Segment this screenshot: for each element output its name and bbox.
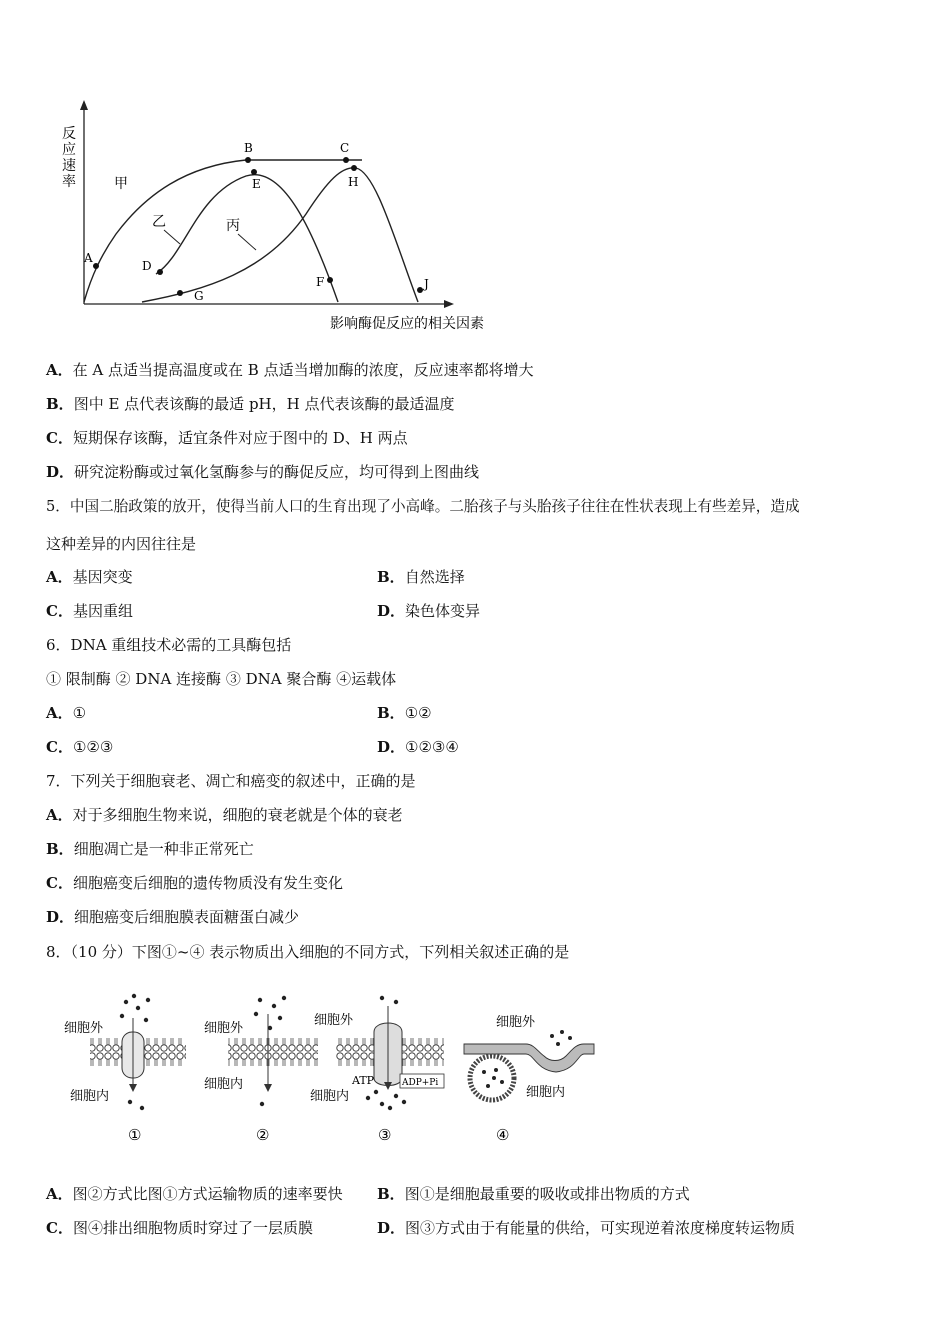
option-text: 细胞凋亡是一种非正常死亡 (73, 840, 254, 858)
option-text: 染色体变异 (405, 602, 481, 620)
arrow-head-1 (129, 1084, 137, 1092)
option-text: ①② (404, 704, 432, 722)
curve-label-yi-leader (164, 230, 180, 244)
q4-option-c (46, 428, 408, 448)
number-2: ② (256, 1126, 270, 1144)
x-axis-arrow (444, 300, 454, 308)
curve-yi (156, 175, 338, 302)
q4-option-b (46, 394, 454, 414)
membrane-transport-figure (56, 992, 596, 1152)
option-key: B． (377, 1185, 405, 1203)
option-text: 研究淀粉酶或过氧化氢酶参与的酶促反应，均可得到上图曲线 (74, 463, 480, 481)
number-1: ① (128, 1126, 142, 1144)
option-text: 图①是细胞最重要的吸收或排出物质的方式 (404, 1185, 690, 1203)
q6-option-d (377, 737, 459, 757)
option-text: 短期保存该酶，适宜条件对应于图中的 D、H 两点 (72, 429, 408, 447)
y-axis-label-4: 率 (62, 174, 76, 190)
option-key: B． (46, 840, 74, 858)
outside-label-2: 细胞外 (204, 1021, 244, 1036)
q7-stem: 7．下列关于细胞衰老、凋亡和癌变的叙述中，正确的是 (46, 772, 416, 790)
label-f: F (316, 275, 325, 289)
option-text: 基因重组 (72, 602, 133, 620)
q4-option-a (46, 360, 534, 380)
inside-label-3: 细胞内 (310, 1089, 350, 1104)
option-key: D． (46, 463, 75, 481)
option-key: C． (46, 1219, 73, 1237)
option-text: 图③方式由于有能量的供给，可实现逆着浓度梯度转运物质 (405, 1219, 796, 1237)
option-text: 基因突变 (72, 568, 133, 586)
option-text: 图④排出细胞物质时穿过了一层质膜 (72, 1219, 313, 1237)
q5-option-a (46, 567, 133, 587)
label-e: E (252, 177, 261, 191)
q7-option-c (46, 873, 343, 893)
q8-stem: 8．（10 分）下图①~④ 表示物质出入细胞的不同方式，下列相关叙述正确的是 (46, 943, 570, 961)
inside-label-2: 细胞内 (204, 1077, 244, 1092)
option-key: C． (46, 602, 73, 620)
option-key: C． (46, 874, 73, 892)
inside-label-1: 细胞内 (70, 1089, 110, 1104)
option-text: ①②③ (72, 738, 114, 756)
panel-3 (310, 996, 444, 1144)
option-key: D． (377, 602, 406, 620)
q7-option-d (46, 907, 299, 927)
outside-label-3: 细胞外 (314, 1013, 354, 1028)
q5-option-d (377, 601, 480, 621)
option-text: 细胞癌变后细胞膜表面糖蛋白减少 (74, 908, 300, 926)
label-g: G (194, 289, 204, 303)
option-text: 自然选择 (404, 568, 465, 586)
option-key: B． (377, 568, 405, 586)
option-key: A． (46, 568, 73, 586)
option-key: A． (46, 361, 73, 379)
point-h (351, 165, 357, 171)
q6-stem: 6．DNA 重组技术必需的工具酶包括 (46, 636, 292, 654)
q8-option-b (377, 1184, 690, 1204)
point-b (245, 157, 251, 163)
option-text: 对于多细胞生物来说，细胞的衰老就是个体的衰老 (72, 806, 403, 824)
y-axis-label-2: 应 (62, 142, 76, 158)
option-text: 图中 E 点代表该酶的最适 pH，H 点代表该酶的最适温度 (73, 395, 455, 413)
panel-4 (464, 1015, 594, 1144)
option-key: A． (46, 1185, 73, 1203)
q6-option-b (377, 703, 432, 723)
q8-option-c (46, 1218, 313, 1238)
q5-option-c (46, 601, 133, 621)
q8-option-d (377, 1218, 795, 1238)
label-a: A (84, 251, 93, 265)
option-text: 图②方式比图①方式运输物质的速率要快 (72, 1185, 343, 1203)
arrow-head-3 (384, 1082, 392, 1090)
q8-option-a (46, 1184, 343, 1204)
q5-stem-line1: 5．中国二胎政策的放开，使得当前人口的生育出现了小高峰。二胎孩子与头胎孩子往往在性状表现上有些差异，造成 (46, 498, 800, 515)
option-key: D． (377, 738, 406, 756)
point-a (93, 263, 99, 269)
outside-label-1: 细胞外 (64, 1021, 104, 1036)
option-key: D． (377, 1219, 406, 1237)
curve-label-yi: 乙 (152, 214, 166, 230)
bilayer-2 (228, 1038, 318, 1068)
point-d (157, 269, 163, 275)
label-b: B (244, 141, 253, 155)
q5-stem-line2: 这种差异的内因往往是 (46, 535, 197, 553)
option-key: B． (377, 704, 405, 722)
inside-label-4: 细胞内 (526, 1085, 566, 1100)
y-axis-label-3: 速 (62, 158, 76, 174)
label-d: D (142, 259, 152, 273)
panel-2 (204, 996, 318, 1144)
q7-option-a (46, 805, 403, 825)
option-text: 在 A 点适当提高温度或在 B 点适当增加酶的浓度，反应速率都将增大 (72, 361, 534, 379)
outside-label-4: 细胞外 (496, 1015, 536, 1030)
curve-label-bing: 丙 (226, 218, 240, 234)
option-key: A． (46, 806, 73, 824)
point-c (343, 157, 349, 163)
option-key: D． (46, 908, 75, 926)
y-axis-label-1: 反 (62, 126, 76, 142)
point-g (177, 290, 183, 296)
q6-option-c (46, 737, 113, 757)
option-text: ①②③④ (405, 738, 459, 756)
option-key: B． (46, 395, 74, 413)
label-h: H (348, 175, 359, 189)
q5-option-b (377, 567, 465, 587)
label-c: C (340, 141, 350, 155)
number-3: ③ (378, 1126, 392, 1144)
curve-bing (142, 168, 418, 302)
option-key: A． (46, 704, 73, 722)
number-4: ④ (496, 1126, 510, 1144)
adp-label: ADP+Pi (402, 1078, 439, 1088)
y-axis-arrow (80, 100, 88, 110)
label-j: J (424, 277, 429, 291)
enzyme-rate-graph (56, 94, 506, 340)
point-f (327, 277, 333, 283)
q4-option-d (46, 462, 479, 482)
option-text: ① (72, 704, 87, 722)
q6-option-a (46, 703, 86, 723)
q7-option-b (46, 839, 254, 859)
option-text: 细胞癌变后细胞的遗传物质没有发生变化 (72, 874, 343, 892)
option-key: C． (46, 738, 73, 756)
option-key: C． (46, 429, 73, 447)
point-j (417, 287, 423, 293)
point-e (251, 169, 257, 175)
panel-1 (64, 994, 186, 1144)
q6-items: ① 限制酶 ② DNA 连接酶 ③ DNA 聚合酶 ④运载体 (46, 670, 397, 688)
curve-label-jia: 甲 (114, 176, 128, 192)
curve-label-bing-leader (238, 234, 256, 250)
atp-label: ATP (352, 1074, 375, 1087)
arrow-head-2 (264, 1084, 272, 1092)
x-axis-label: 影响酶促反应的相关因素 (330, 316, 484, 332)
